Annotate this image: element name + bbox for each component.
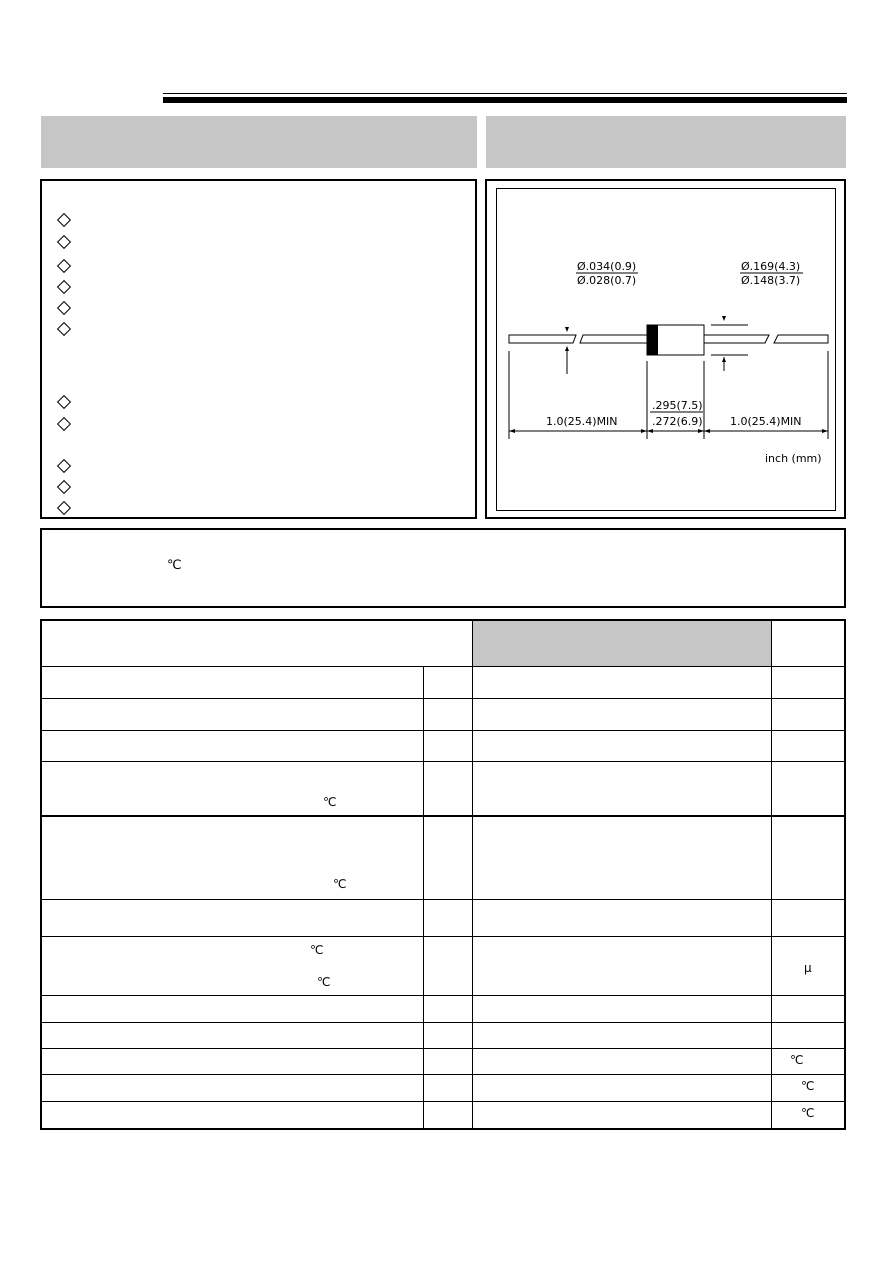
- row-divider: [42, 995, 844, 996]
- row-divider: [42, 936, 844, 937]
- lead-diameter-max-label: Ø.034(0.9): [577, 260, 637, 273]
- ratings-conditions-box: [40, 528, 846, 608]
- bullet-diamond-icon: [57, 235, 71, 249]
- ratings-table: [40, 619, 846, 1130]
- body-length-max-label: .295(7.5): [652, 399, 703, 412]
- unit-degree: ℃: [801, 1106, 815, 1120]
- row-condition-degree: ℃: [333, 877, 347, 891]
- bullet-diamond-icon: [57, 280, 71, 294]
- row-divider: [42, 1074, 844, 1075]
- row-divider: [42, 698, 844, 699]
- row-condition-degree: ℃: [317, 975, 331, 989]
- row-condition-degree: ℃: [323, 795, 337, 809]
- row-divider: [42, 1101, 844, 1102]
- bullet-diamond-icon: [57, 459, 71, 473]
- bullet-diamond-icon: [57, 480, 71, 494]
- header-rule-thick: [163, 97, 847, 103]
- lead-dia-arrow-top: [565, 327, 569, 332]
- left-lead-end: [509, 335, 576, 343]
- outline-drawing-frame: [496, 188, 836, 511]
- row-divider: [42, 815, 844, 817]
- bullet-diamond-icon: [57, 301, 71, 315]
- header-rule-thin: [163, 93, 847, 94]
- features-header-banner: [41, 116, 477, 168]
- bullet-diamond-icon: [57, 322, 71, 336]
- dim-arrowhead: [509, 429, 515, 433]
- body-length-min-label: .272(6.9): [652, 415, 703, 428]
- row-condition-degree: ℃: [310, 943, 324, 957]
- row-divider: [42, 761, 844, 762]
- diode-outline-drawing: [497, 189, 837, 512]
- unit-degree: ℃: [790, 1053, 804, 1067]
- left-lead-length-label: 1.0(25.4)MIN: [546, 415, 618, 428]
- left-lead: [580, 335, 647, 343]
- unit-degree: ℃: [801, 1079, 815, 1093]
- row-divider: [42, 1022, 844, 1023]
- temperature-degree-symbol: ℃: [167, 558, 182, 573]
- units-note: inch (mm): [765, 452, 822, 465]
- features-box: [40, 179, 477, 519]
- outline-drawing-box: [485, 179, 846, 519]
- dim-arrowhead: [822, 429, 828, 433]
- outline-header-banner: [486, 116, 846, 168]
- cathode-band: [647, 325, 658, 355]
- lead-dia-arrow-bottom: [565, 346, 569, 351]
- dim-arrowhead: [647, 429, 653, 433]
- bullet-diamond-icon: [57, 213, 71, 227]
- lead-diameter-min-label: Ø.028(0.7): [577, 274, 637, 287]
- body-diameter-min-label: Ø.148(3.7): [741, 274, 801, 287]
- row-divider: [42, 899, 844, 900]
- body-dia-arrow-top: [722, 316, 726, 321]
- row-divider: [42, 730, 844, 731]
- dim-arrowhead: [641, 429, 647, 433]
- bullet-diamond-icon: [57, 259, 71, 273]
- row-divider: [42, 666, 844, 667]
- dim-arrowhead: [698, 429, 704, 433]
- right-lead: [704, 335, 769, 343]
- body-dia-arrow-bottom: [722, 357, 726, 362]
- right-lead-end: [774, 335, 828, 343]
- dim-arrowhead: [704, 429, 710, 433]
- bullet-diamond-icon: [57, 395, 71, 409]
- body-diameter-max-label: Ø.169(4.3): [741, 260, 801, 273]
- bullet-diamond-icon: [57, 501, 71, 515]
- ratings-header-shaded-cell: [473, 621, 771, 666]
- row-divider: [42, 1048, 844, 1049]
- column-divider: [423, 666, 424, 1128]
- bullet-diamond-icon: [57, 417, 71, 431]
- unit-micro: μ: [804, 961, 812, 975]
- right-lead-length-label: 1.0(25.4)MIN: [730, 415, 802, 428]
